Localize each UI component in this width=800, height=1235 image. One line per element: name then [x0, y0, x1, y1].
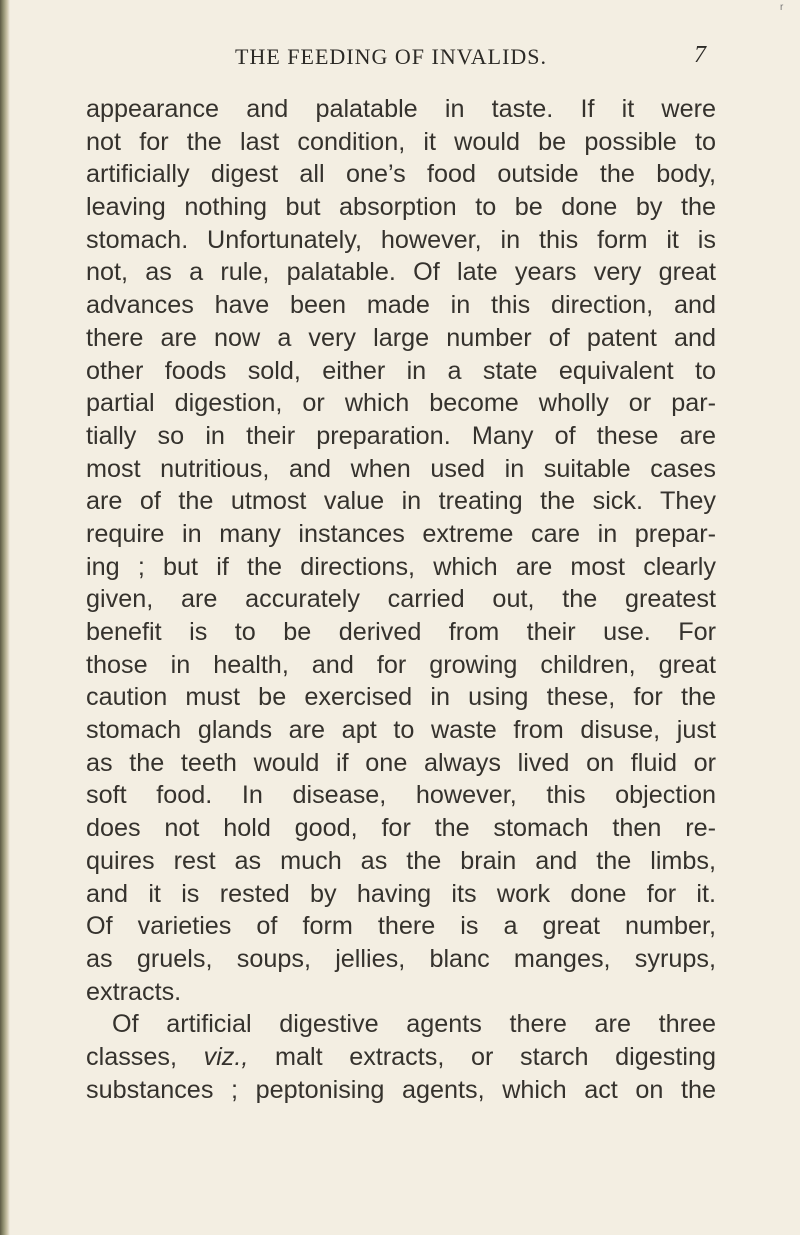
text-line: as the teeth would if one always lived on fluid or: [86, 748, 716, 777]
text-line-with-italic: [86, 1041, 716, 1074]
text-line: caution must be exercised in using these, for the: [86, 683, 716, 712]
text-line: substances ; peptonising agents, which act on the: [86, 1075, 716, 1104]
text-line: tially so in their preparation. Many of these are: [86, 421, 716, 450]
text-line: not for the last condition, it would be possible to: [86, 127, 716, 156]
binding-edge: [0, 0, 10, 1235]
text-line: Of varieties of form there is a great number,: [86, 912, 716, 941]
text-line: given, are accurately carried out, the greatest: [86, 585, 716, 614]
text-line: extracts.: [86, 977, 182, 1006]
text-line: leaving nothing but absorption to be done by the: [86, 193, 716, 222]
text-line: benefit is to be derived from their use. For: [86, 618, 716, 646]
running-head-title: THE FEEDING OF INVALIDS.: [235, 44, 548, 69]
text-line: stomach glands are apt to waste from disuse, just: [86, 716, 716, 745]
text-line: and it is rested by having its work done for it.: [86, 879, 716, 908]
text-line: other foods sold, either in a state equivalent to: [86, 356, 716, 385]
italic-abbreviation: viz.,: [203, 1042, 249, 1071]
text-line: soft food. In disease, however, this objection: [86, 781, 716, 810]
text-line: there are now a very large number of patent and: [86, 323, 716, 352]
text-line: advances have been made in this direction, and: [86, 291, 716, 320]
page-number: 7: [694, 42, 706, 68]
text-line: ing ; but if the directions, which are most clearly: [86, 552, 716, 581]
text-line: partial digestion, or which become wholly or par-: [86, 389, 716, 418]
paragraph-start-line: Of artificial digestive agents there are three: [112, 1010, 716, 1039]
text-line: are of the utmost value in treating the sick. They: [86, 487, 716, 516]
text-line: most nutritious, and when used in suitable cases: [86, 454, 716, 483]
corner-mark: r: [780, 2, 784, 13]
text-fragment: malt extracts, or starch digesting: [275, 1042, 716, 1071]
text-line: require in many instances extreme care in prepar-: [86, 519, 716, 548]
text-line: as gruels, soups, jellies, blanc manges, syrups,: [86, 944, 716, 973]
body-text: [86, 93, 716, 1106]
text-line: stomach. Unfortunately, however, in this form it is: [86, 225, 716, 254]
text-line: appearance and palatable in taste. If it were: [86, 95, 716, 123]
text-line: artificially digest all one’s food outside the body,: [86, 160, 716, 189]
text-line: quires rest as much as the brain and the limbs,: [86, 846, 716, 875]
text-line: does not hold good, for the stomach then re-: [86, 814, 716, 843]
text-line: not, as a rule, palatable. Of late years very great: [86, 258, 716, 287]
text-line: those in health, and for growing children, great: [86, 650, 716, 679]
text-fragment: classes,: [86, 1042, 177, 1071]
